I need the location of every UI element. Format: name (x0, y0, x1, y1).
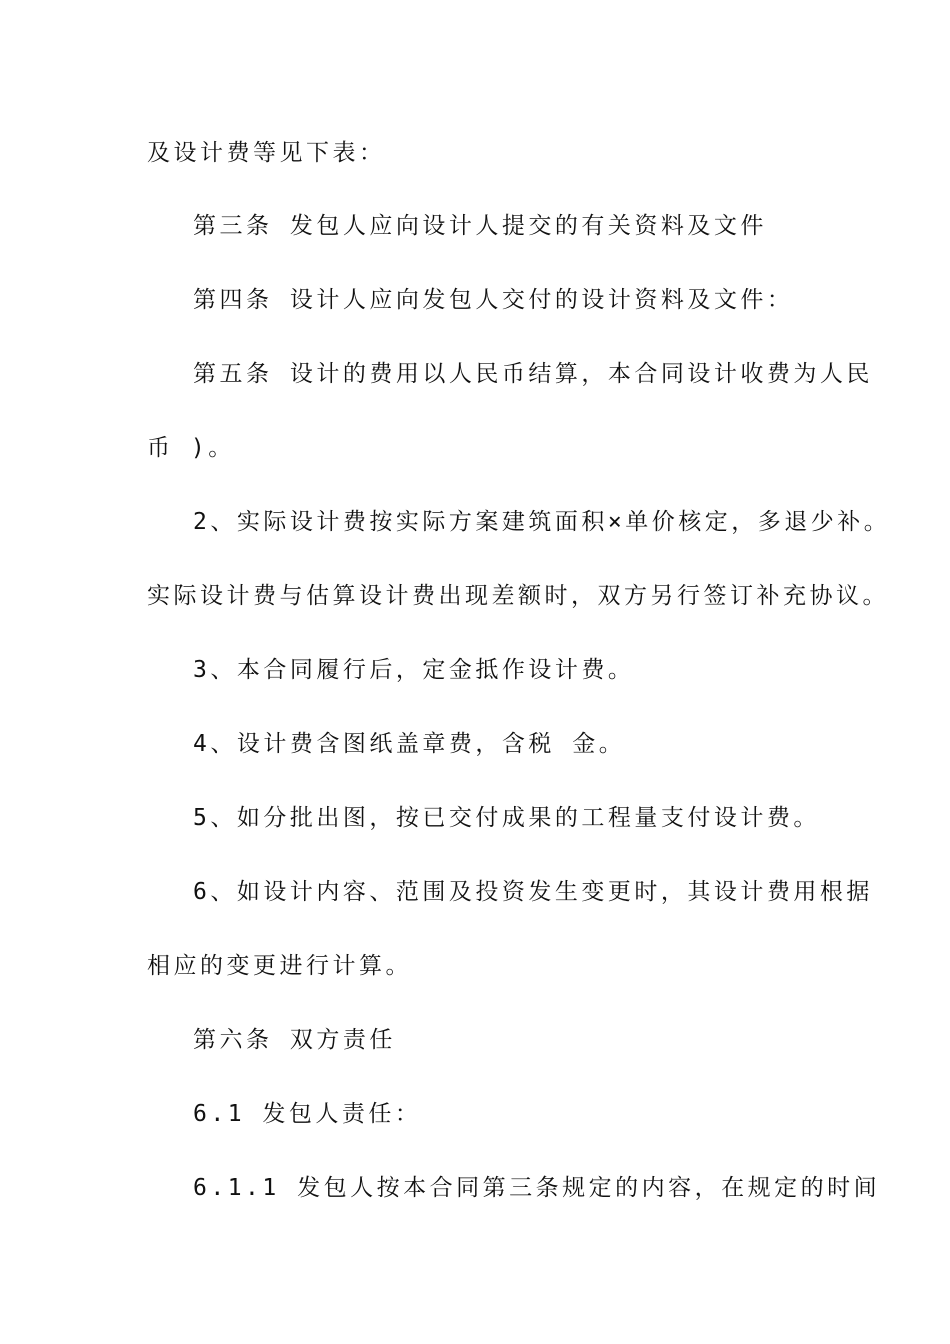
clause-two-continuation: 实际设计费与估算设计费出现差额时，双方另行签订补充协议。 (147, 583, 889, 609)
section-6-1-1: 6.1.1 发包人按本合同第三条规定的内容，在规定的时间 (193, 1175, 881, 1201)
text-line-fee-table-ref: 及设计费等见下表： (147, 140, 386, 166)
clause-six-continuation: 相应的变更进行计算。 (147, 953, 412, 979)
article-three-heading: 第三条 发包人应向设计人提交的有关资料及文件 (193, 213, 767, 239)
clause-two: 2、实际设计费按实际方案建筑面积×单价核定，多退少补。 (193, 509, 891, 535)
clause-four: 4、设计费含图纸盖章费，含税 金。 (193, 731, 626, 757)
clause-six: 6、如设计内容、范围及投资发生变更时，其设计费用根据 (193, 879, 873, 905)
clause-three: 3、本合同履行后，定金抵作设计费。 (193, 657, 635, 683)
article-four-heading: 第四条 设计人应向发包人交付的设计资料及文件： (193, 287, 794, 313)
article-five-continuation: 币 )。 (147, 435, 235, 461)
section-6-1-heading: 6.1 发包人责任： (193, 1101, 422, 1127)
article-five-heading: 第五条 设计的费用以人民币结算，本合同设计收费为人民 (193, 361, 873, 387)
clause-five: 5、如分批出图，按已交付成果的工程量支付设计费。 (193, 805, 820, 831)
article-six-heading: 第六条 双方责任 (193, 1027, 396, 1053)
